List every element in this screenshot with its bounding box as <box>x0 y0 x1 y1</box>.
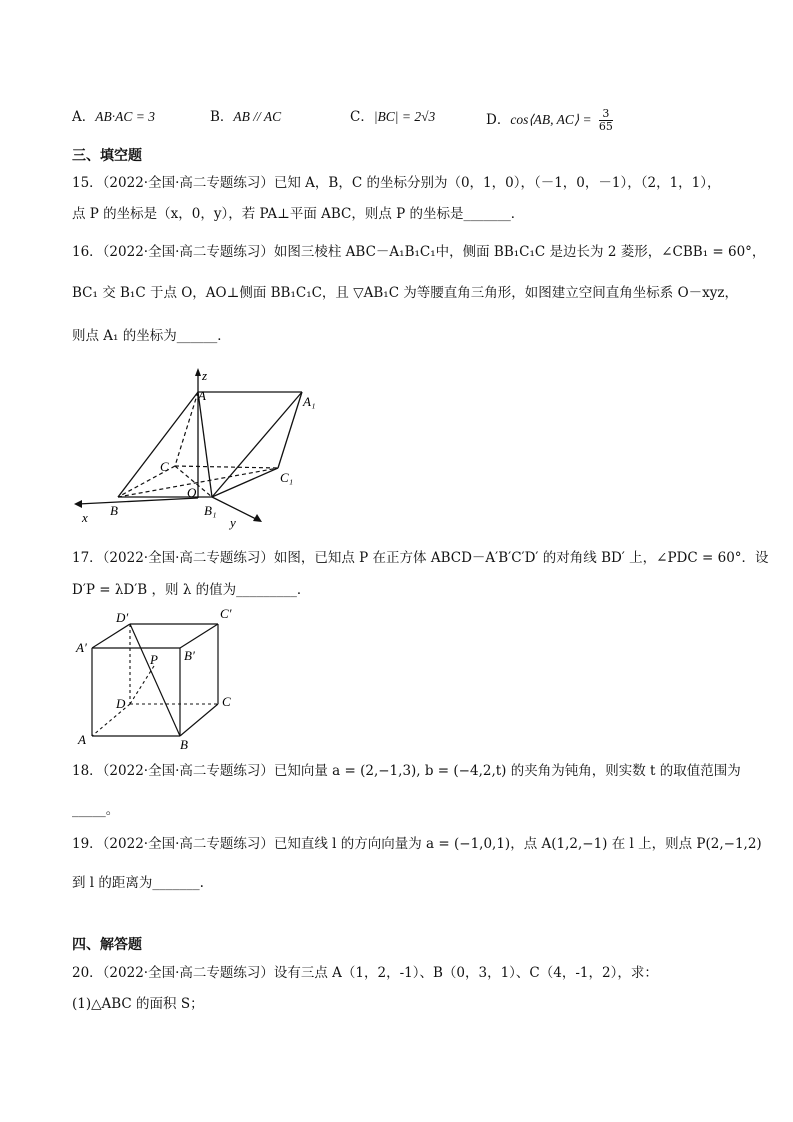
option-b-expr: AB // AC <box>233 109 282 124</box>
prism-figure <box>70 362 320 532</box>
q19-line1: 19．（2022·全国·高二专题练习）已知直线 l 的方向向量为 a = (−1,0,1)，点 A(1,2,−1) 在 l 上，则点 P(2,−1,2) <box>72 836 762 852</box>
q20-line1: 20．（2022·全国·高二专题练习）设有三点 A（1，2，-1）、B（0，3，1）、C（4，-1，2），求： <box>72 965 658 981</box>
q16-line3: 则点 A₁ 的坐标为______． <box>72 328 231 344</box>
fig1-label-a: A <box>198 388 206 403</box>
fig1-label-b1: B₁ <box>204 503 217 518</box>
cube-figure <box>70 604 250 754</box>
fig1-label-y: y <box>230 515 236 530</box>
fig2-label-d: D <box>116 696 126 711</box>
fig1-label-c: C <box>160 459 169 474</box>
q18-line2: _____。 <box>72 802 120 818</box>
fig1-label-x: x <box>82 510 88 525</box>
q15-line2: 点 P 的坐标是（x，0，y），若 PA⊥平面 ABC，则点 P 的坐标是_______． <box>72 206 525 222</box>
option-c: C．|BC| = 2√3 <box>350 109 436 125</box>
q18-line1: 18．（2022·全国·高二专题练习）已知向量 a = (2,−1,3), b = (−4,2,t) 的夹角为钝角，则实数 t 的取值范围为 <box>72 763 741 779</box>
q16-line1: 16．（2022·全国·高二专题练习）如图三棱柱 ABC－A₁B₁C₁中，侧面 BB₁C₁C 是边长为 2 菱形，∠CBB₁ = 60°， <box>72 244 766 260</box>
q17-line1: 17．（2022·全国·高二专题练习）如图，已知点 P 在正方体 ABCD－A′B′C′D′ 的对角线 BD′ 上，∠PDC = 60°．设 <box>72 550 769 566</box>
section-heading-answers: 四、解答题 <box>72 937 142 953</box>
fig2-label-b1: B′ <box>184 648 195 663</box>
section-heading-fill-blank: 三、填空题 <box>72 148 142 164</box>
fig2-label-c1: C′ <box>220 606 232 621</box>
fig2-label-c: C <box>222 694 231 709</box>
fig2-label-p: P <box>150 652 158 667</box>
q17-line2: D′P = λD′B ，则 λ 的值为_________． <box>72 582 311 598</box>
option-a: A．AB·AC = 3 <box>72 109 155 125</box>
fig1-label-b: B <box>110 503 118 518</box>
option-d: D．cos⟨AB, AC⟩ = $\frac{3}{65}$ <box>486 107 613 133</box>
option-b: B．AB // AC <box>210 109 282 125</box>
option-a-expr: AB·AC = 3 <box>95 109 155 124</box>
option-d-fraction: $\frac{3}{65}$ <box>598 107 613 133</box>
fig2-label-a1: A′ <box>76 640 87 655</box>
fig1-label-o: O <box>187 485 197 500</box>
q19-line2: 到 l 的距离为_______. <box>72 875 204 891</box>
fig1-label-c1: C₁ <box>280 470 294 485</box>
q20-line2: (1)△ABC 的面积 S； <box>72 996 204 1012</box>
q15-line1: 15．（2022·全国·高二专题练习）已知 A，B，C 的坐标分别为（0，1，0），（－1，0，－1），（2，1，1）， <box>72 175 721 191</box>
fig1-label-a1: A₁ <box>303 394 316 409</box>
fig2-label-b: B <box>180 737 188 752</box>
option-d-expr: cos⟨AB, AC⟩ = <box>510 112 592 127</box>
q16-line2: BC₁ 交 B₁C 于点 O，AO⊥侧面 BB₁C₁C，且 ▽AB₁C 为等腰直角三角形，如图建立空间直角坐标系 O－xyz， <box>72 285 739 301</box>
fig2-label-d1: D′ <box>116 610 129 625</box>
option-c-expr: |BC| = 2√3 <box>373 109 436 124</box>
fig2-label-a: A <box>78 732 86 747</box>
fig1-label-z: z <box>202 368 208 383</box>
